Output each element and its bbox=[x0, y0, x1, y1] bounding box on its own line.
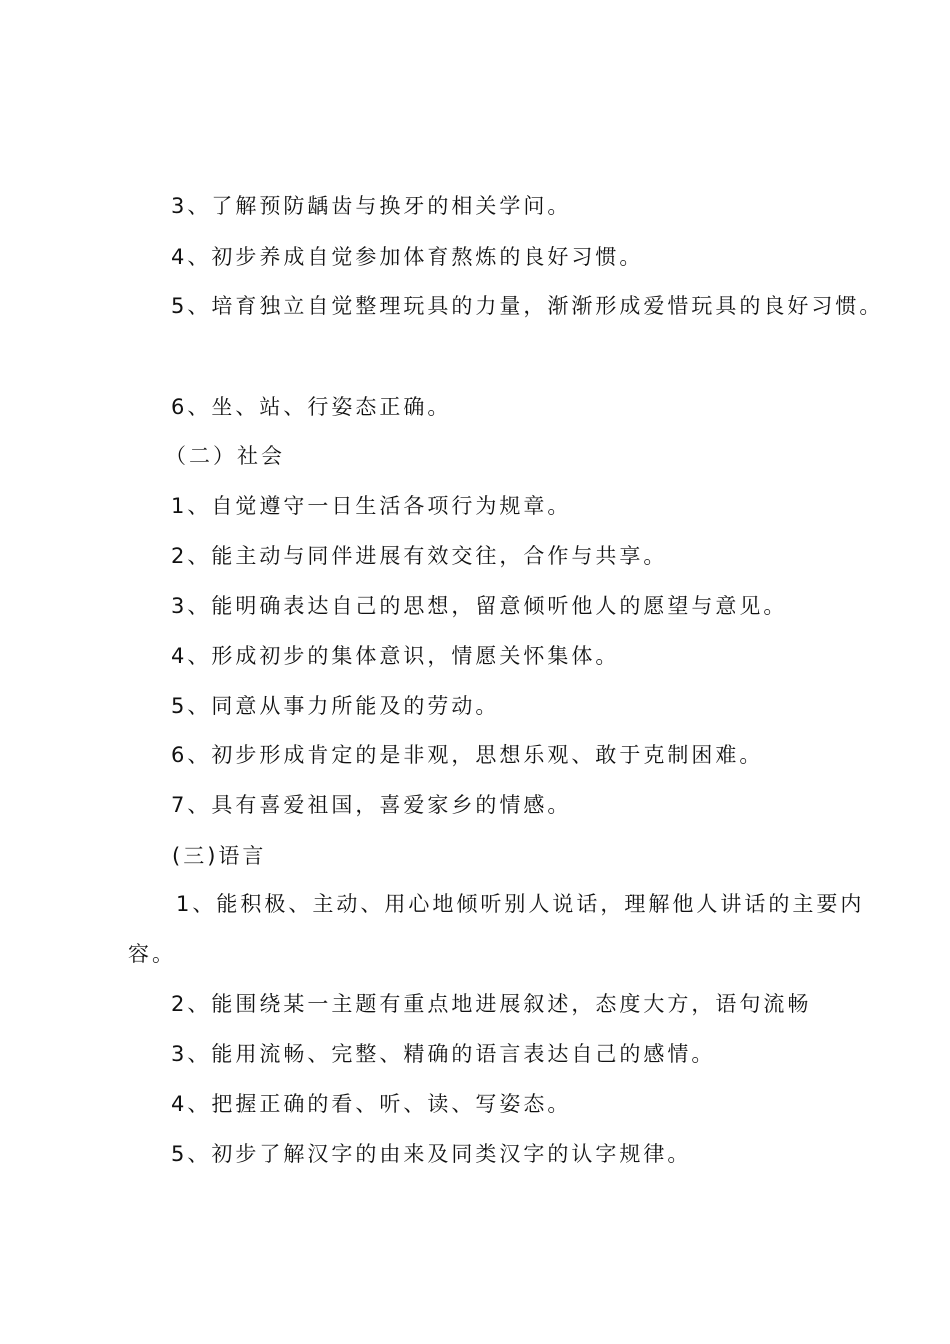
health-item-6: 6、坐、站、行姿态正确。 bbox=[171, 395, 452, 419]
social-item-7: 7、具有喜爱祖国，喜爱家乡的情感。 bbox=[171, 793, 572, 817]
social-item-4: 4、形成初步的集体意识，情愿关怀集体。 bbox=[171, 644, 620, 668]
section-heading-language: (三)语言 bbox=[172, 844, 267, 868]
social-item-3: 3、能明确表达自己的思想，留意倾听他人的愿望与意见。 bbox=[171, 594, 788, 618]
language-item-2: 2、能围绕某一主题有重点地进展叙述，态度大方，语句流畅 bbox=[171, 992, 812, 1016]
social-item-5: 5、同意从事力所能及的劳动。 bbox=[171, 694, 500, 718]
language-item-1: 1、能积极、主动、用心地倾听别人说话，理解他人讲话的主要内 bbox=[176, 892, 865, 916]
language-item-5: 5、初步了解汉字的由来及同类汉字的认字规律。 bbox=[171, 1142, 692, 1166]
social-item-1: 1、自觉遵守一日生活各项行为规章。 bbox=[171, 494, 572, 518]
health-item-3: 3、了解预防龋齿与换牙的相关学问。 bbox=[171, 194, 572, 218]
social-item-6: 6、初步形成肯定的是非观，思想乐观、敢于克制困难。 bbox=[171, 743, 764, 767]
social-item-2: 2、能主动与同伴进展有效交往，合作与共享。 bbox=[171, 544, 668, 568]
language-item-4: 4、把握正确的看、听、读、写姿态。 bbox=[171, 1092, 572, 1116]
health-item-4: 4、初步养成自觉参加体育熬炼的良好习惯。 bbox=[171, 245, 644, 269]
section-heading-social: （二）社会 bbox=[165, 444, 285, 468]
language-item-3: 3、能用流畅、完整、精确的语言表达自己的感情。 bbox=[171, 1042, 716, 1066]
language-item-1-continued: 容。 bbox=[128, 942, 176, 966]
health-item-5: 5、培育独立自觉整理玩具的力量，渐渐形成爱惜玩具的良好习惯。 bbox=[171, 294, 884, 318]
